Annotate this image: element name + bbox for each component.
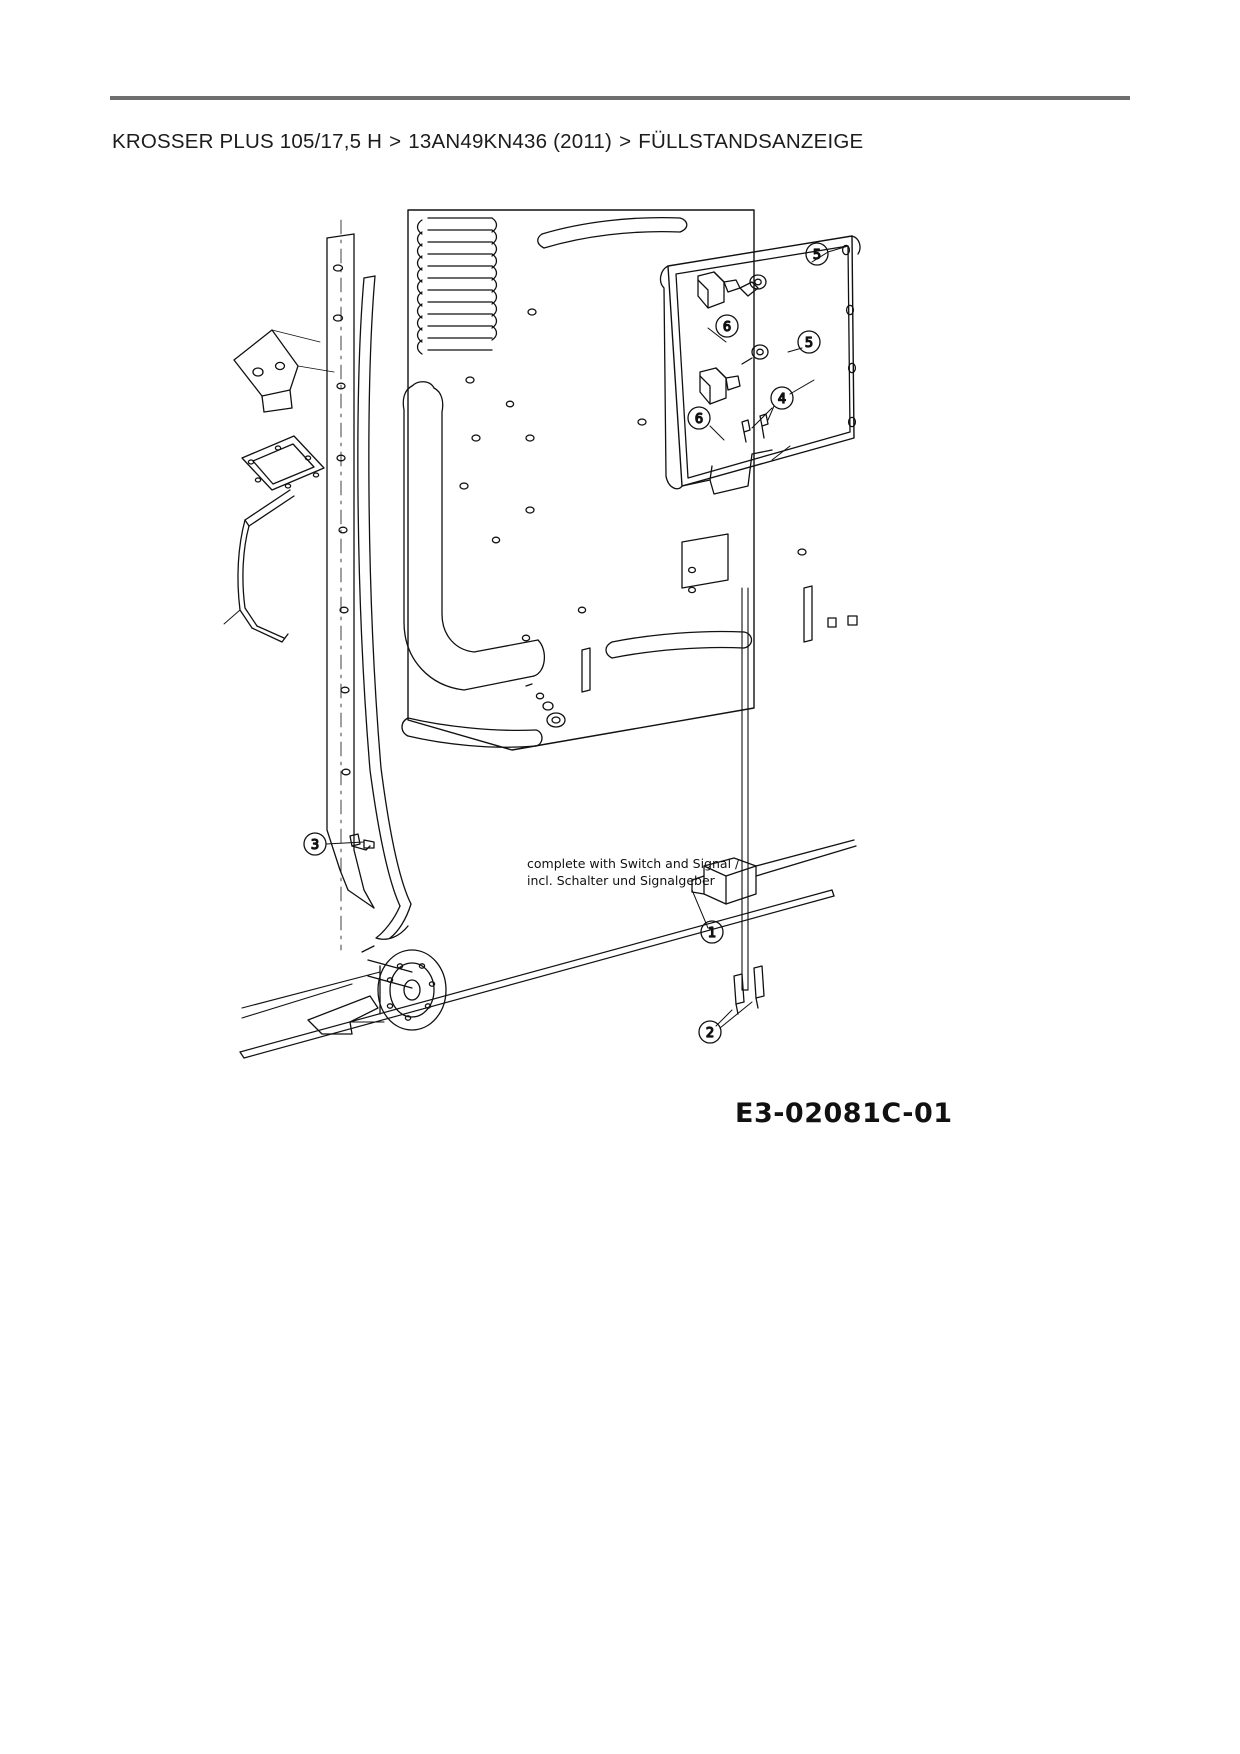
switch-lower: [700, 345, 768, 404]
callout-3: [304, 833, 326, 855]
callout-label-6b: 6: [694, 412, 704, 427]
tank-flange: [242, 946, 446, 1034]
screws-item-2: [734, 966, 764, 1014]
breadcrumb-model[interactable]: KROSSER PLUS 105/17,5 H: [112, 130, 383, 153]
diagram-note-line-1: complete with Switch and Signal /: [527, 856, 740, 871]
diagram-note: [527, 856, 787, 890]
lower-tube-left: [402, 718, 542, 747]
grille-louvres: [418, 218, 497, 354]
rear-body-panel: [408, 210, 806, 750]
screws-item-4: [742, 414, 768, 442]
small-mount-plate: [234, 330, 334, 412]
breadcrumb: [112, 130, 863, 154]
callout-label-2: 2: [705, 1026, 715, 1041]
upper-tube: [538, 218, 687, 248]
callout-label-1: 1: [707, 926, 717, 941]
breadcrumb-separator-1: >: [389, 130, 402, 153]
callout-label-6a: 6: [722, 320, 732, 335]
breadcrumb-part-number[interactable]: 13AN49KN436 (2011): [408, 130, 613, 153]
support-rods-left: [224, 490, 294, 642]
callout-2: [699, 1021, 721, 1043]
callout-label-3: 3: [310, 838, 320, 853]
callout-6a: [716, 315, 738, 337]
callout-4: [771, 387, 793, 409]
lower-tube-right: [606, 631, 752, 658]
callout-markers: [304, 243, 828, 1043]
small-brackets: [526, 534, 857, 727]
callout-5b: [798, 331, 820, 353]
handle-tube: [403, 382, 544, 690]
callout-label-5a: 5: [812, 248, 822, 263]
breadcrumb-separator-2: >: [619, 130, 632, 153]
callout-6b: [688, 407, 710, 429]
parts-diagram-drawing: [112, 190, 982, 1100]
switch-upper: [698, 272, 766, 308]
callout-label-4: 4: [777, 392, 787, 407]
figure-code: E3-02081C-01: [735, 1098, 953, 1129]
parts-diagram: [112, 190, 982, 1100]
breadcrumb-section[interactable]: FÜLLSTANDSANZEIGE: [638, 130, 864, 153]
header-rule: [110, 96, 1130, 100]
gasket-ring: [242, 436, 324, 490]
diagram-note-line-2: incl. Schalter und Signalgeber: [527, 872, 715, 888]
leader-lines: [326, 246, 848, 1028]
callout-label-5b: 5: [804, 336, 814, 351]
